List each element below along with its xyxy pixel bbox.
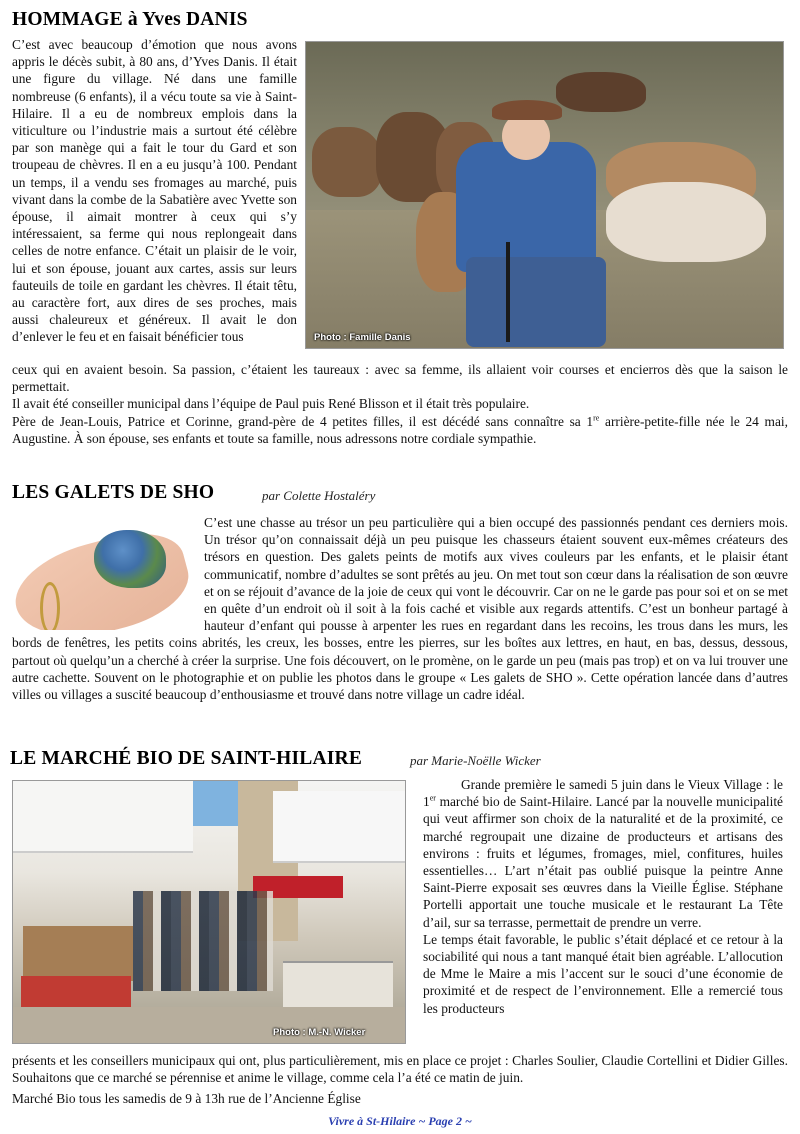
article-paragraph: C’est une chasse au trésor un peu particulière qui a bien occupé des passionnés pendant ces derniers mois. Un trésor qu’on connaissait déjà un peu puisque les chasseurs étaient souvent eux-mêmes créateurs des trésors en question. Des galets peints de motifs aux vives couleurs par les enfants, et le plaisir étant communicatif, nombre d’adultes se sont prêtés au jeu. On met tout son cœur dans la réalisation de son œuvre et on se réjouit d’avance de la joie de ceux qui vont le découvrir. Car on ne le garde pas pour soi et on se met en quête d’un endroit où il soit à la fois caché et visible aux regards attentifs. C’est un bonheur partagé à hauteur d’enfant qui pousse à arpenter les rues en regardant dans les recoins, les trous dans les murs, les bords de fenêtres, les petits coins abrités, les creux, les bosses, entre les pierres, sur les boîtes aux lettres, en haut, en bas, dessus, dessous, partout où quelqu’un a cherché à créer la surprise. Une fois découvert, on le promène, on le garde un peu (mais pas trop) et on va lui trouver une autre cachette. Souvent on le photographie et on publie les photos dans le groupe « Les galets de SHO ». Cette opération lancée dans d’autres villes ou villages a suscité beaucoup d’enthousiasme et trouvé dans notre village un cadre idéal. [12, 515, 788, 703]
article-paragraph: C’est avec beaucoup d’émotion que nous avons appris le décès subit, à 80 ans, d’Yves Danis. Il était une figure du village. Né dans une famille nombreuse (6 enfants), il a vécu toute sa vie à Saint-Hilaire. Il a eu de nombreux emplois dans la viticulture ou l’industrie mais a surtout été célèbre par son manège qui a fait le tour du Gard et son troupeau de chèvres. Il en a eu jusqu’à 100. Pendant un temps, il a vendu ses fromages au marché, puis vivant dans la combe de la Sabatière avec Yvette son épouse, il aimait montrer à ceux qui s’y intéressaient, sa ferme qui nous replongeait dans celles de notre enfance. C’était un plaisir de le voir, lui et son épouse, jouant aux cartes, assis sur leurs fauteuils de toile en gardant les chèvres. Il était têtu, au caractère fort, aux dires de ses proches, mais aussi chaleureux et généreux. Il avait le don d’enlever le feu et en faisait bénéficier tous [12, 37, 297, 345]
article-paragraph: Il avait été conseiller municipal dans l’équipe de Paul puis René Blisson et il était très populaire. [12, 396, 530, 412]
article-paragraph: Le temps était favorable, le public s’était déplacé et ce retour à la sociabilité qui nous a tant manqué était bien agréable. L’allocution de Mme le Maire a mis l’accent sur le souci d’une économie de proximité et de respect de l’environnement. Elle a remercié tous les producteurs [423, 931, 783, 1016]
article-paragraph: Grande première le samedi 5 juin dans le Vieux Village : le 1er marché bio de Saint-Hilaire. Lancé par la nouvelle municipalité qui veut affirmer son choix de la naturalité et de la proximité, ce marché regroupait une dizaine de producteurs et artisans des environs : fruits et légumes, fromages, miel, confitures, huiles essentielles… L’art n’était pas oublié puisque la peintre Anne Saint-Pierre exposait ses œuvres dans la Vieille Église. Stéphane Portelli apportait une touche musicale et le restaurant La Tête d’ail, sur sa terrasse, permettait de prendre un verre. [423, 777, 783, 930]
section-title-galets: LES GALETS DE SHO [12, 482, 215, 503]
photo-marche-bio [12, 780, 406, 1044]
photo-yves-danis-goats [305, 41, 784, 349]
article-paragraph: ceux qui en avaient besoin. Sa passion, c’étaient les taureaux : avec sa femme, ils allaient voir courses et encierros dès que la saison le permettait. [12, 362, 788, 395]
photo-caption: Photo : M.-N. Wicker [273, 1027, 366, 1038]
article-paragraph: Marché Bio tous les samedis de 9 à 13h rue de l’Ancienne Église [12, 1091, 361, 1107]
article-continuation [12, 361, 788, 447]
article-paragraph: Père de Jean-Louis, Patrice et Corinne, grand-père de 4 petites filles, il est décédé sans connaître sa 1re arrière-petite-fille née le 24 mai, Augustine. À son épouse, ses enfants et toute sa famille, nous adressons notre cordiale sympathie. [12, 413, 788, 446]
article-paragraph: présents et les conseillers municipaux qui ont, plus particulièrement, mis en place ce projet : Charles Soulier, Claudie Cortellini et Didier Gilles. Souhaitons que ce marché se pérennise et anime le village, comme cela l’a été ce matin de juin. [12, 1053, 788, 1086]
page-footer: Vivre à St-Hilaire ~ Page 2 ~ [328, 1114, 472, 1128]
photo-caption: Photo : Famille Danis [314, 332, 411, 343]
section-title-hommage: HOMMAGE à Yves DANIS [12, 9, 248, 30]
byline: par Marie-Noëlle Wicker [410, 753, 541, 768]
section-title-marche-bio: LE MARCHÉ BIO DE SAINT-HILAIRE [10, 748, 363, 769]
byline: par Colette Hostaléry [262, 488, 376, 503]
